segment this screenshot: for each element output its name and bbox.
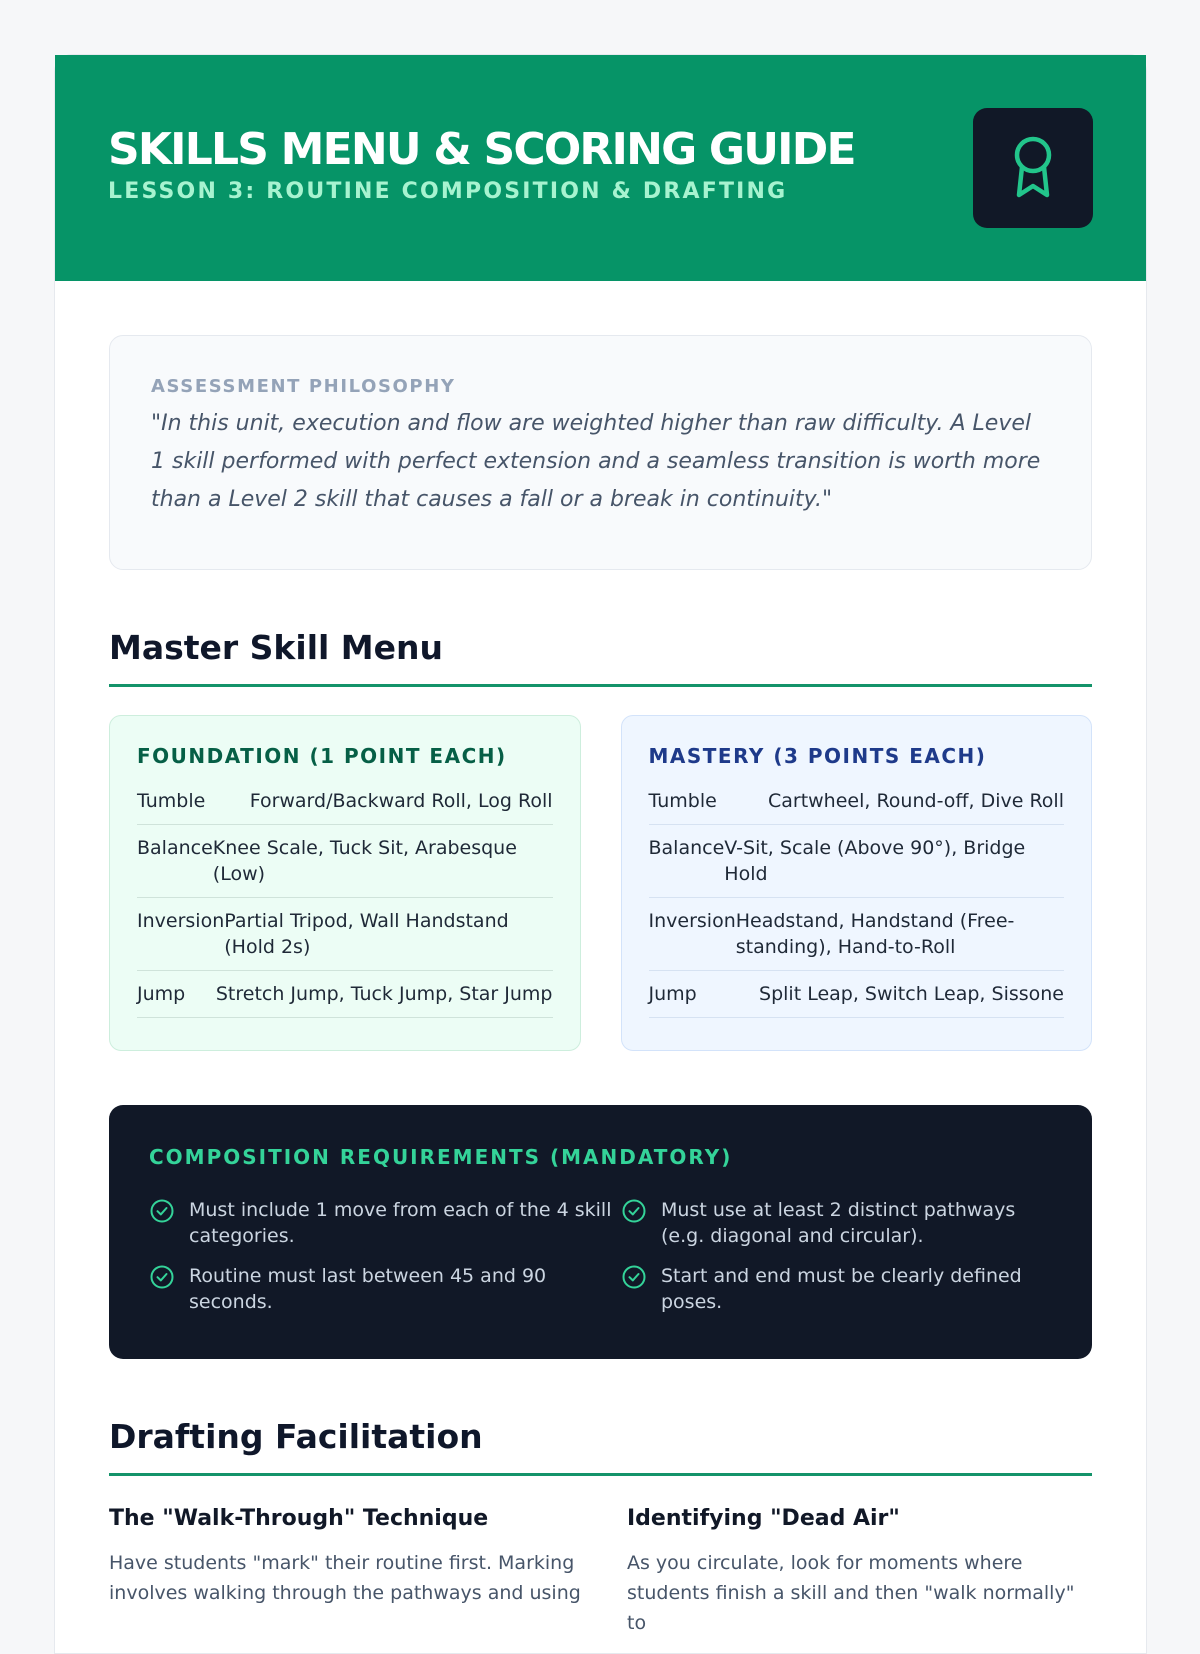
composition-title: COMPOSITION REQUIREMENTS (MANDATORY) bbox=[149, 1145, 733, 1169]
drafting-heading: The "Walk-Through" Technique bbox=[109, 1506, 489, 1531]
skill-grid bbox=[109, 715, 1092, 1051]
requirement-item bbox=[621, 1263, 1041, 1315]
drafting-column bbox=[627, 1504, 1092, 1638]
mastery-panel bbox=[621, 715, 1093, 1051]
award-badge bbox=[973, 108, 1093, 228]
requirement-item bbox=[149, 1197, 621, 1249]
skill-list: Stretch Jump, Tuck Jump, Star Jump bbox=[215, 983, 553, 1005]
skill-list: Headstand, Handstand (Free-standing), Hand-to-Roll bbox=[735, 910, 1015, 958]
philosophy-box bbox=[109, 335, 1092, 570]
skill-category: Balance bbox=[648, 837, 725, 859]
requirement-text: Routine must last between 45 and 90 seconds. bbox=[189, 1265, 547, 1313]
skill-category: Inversion bbox=[648, 910, 736, 932]
requirement-text: Must use at least 2 distinct pathways (e.g. diagonal and circular). bbox=[661, 1199, 1016, 1247]
drafting-body: As you circulate, look for moments where students finish a skill and then "walk normally" to bbox=[627, 1552, 1075, 1634]
philosophy-quote: "In this unit, execution and flow are weighted higher than raw difficulty. A Level 1 skill performed with perfect extension and a seamless transition is worth more than a Level 2 skill that causes a fall or a break in continuity." bbox=[151, 411, 1041, 512]
skill-row bbox=[649, 825, 1065, 898]
foundation-panel bbox=[109, 715, 581, 1051]
guide-card bbox=[54, 54, 1147, 1654]
check-circle-icon bbox=[149, 1264, 175, 1290]
skill-row bbox=[137, 825, 553, 898]
check-circle-icon bbox=[149, 1198, 175, 1224]
skill-list: Forward/Backward Roll, Log Roll bbox=[249, 790, 553, 812]
skill-row bbox=[649, 898, 1065, 971]
skill-category: Tumble bbox=[648, 790, 717, 812]
skill-category: Jump bbox=[648, 983, 697, 1005]
drafting-grid bbox=[109, 1504, 1092, 1638]
lesson-subtitle: LESSON 3: ROUTINE COMPOSITION & DRAFTING bbox=[108, 179, 788, 204]
requirement-text: Must include 1 move from each of the 4 skill categories. bbox=[189, 1199, 612, 1247]
composition-list bbox=[149, 1197, 1052, 1315]
skill-menu-title: Master Skill Menu bbox=[109, 628, 444, 667]
skill-category: Balance bbox=[137, 837, 213, 859]
skill-list: Cartwheel, Round-off, Dive Roll bbox=[767, 790, 1064, 812]
skill-list: Split Leap, Switch Leap, Sissone bbox=[759, 983, 1064, 1005]
foundation-title: FOUNDATION (1 POINT EACH) bbox=[137, 744, 507, 768]
skill-row bbox=[649, 971, 1065, 1018]
philosophy-label: ASSESSMENT PHILOSOPHY bbox=[151, 376, 456, 397]
requirement-text: Start and end must be clearly defined poses. bbox=[661, 1265, 1022, 1313]
guide-header bbox=[55, 55, 1146, 281]
skill-row bbox=[649, 778, 1065, 825]
skill-list: V-Sit, Scale (Above 90°), Bridge Hold bbox=[724, 837, 1026, 885]
requirement-item bbox=[621, 1197, 1041, 1249]
drafting-body: Have students "mark" their routine first. Marking involves walking through the pathways and using bbox=[109, 1552, 581, 1604]
page-title: SKILLS MENU & SCORING GUIDE bbox=[108, 124, 855, 175]
guide-content bbox=[55, 335, 1146, 1638]
skill-row bbox=[137, 778, 553, 825]
skill-row bbox=[137, 898, 553, 971]
skill-category: Inversion bbox=[137, 910, 225, 932]
drafting-column bbox=[109, 1504, 587, 1638]
drafting-title: Drafting Facilitation bbox=[109, 1417, 483, 1456]
skill-row bbox=[137, 971, 553, 1018]
skill-list: Partial Tripod, Wall Handstand (Hold 2s) bbox=[224, 910, 509, 958]
check-circle-icon bbox=[621, 1198, 647, 1224]
award-ribbon-icon bbox=[1009, 135, 1057, 201]
check-circle-icon bbox=[621, 1264, 647, 1290]
section-divider bbox=[109, 1473, 1092, 1476]
skill-list: Knee Scale, Tuck Sit, Arabesque (Low) bbox=[212, 837, 517, 885]
skill-category: Tumble bbox=[137, 790, 206, 812]
requirement-item bbox=[149, 1263, 621, 1315]
mastery-title: MASTERY (3 POINTS EACH) bbox=[648, 744, 987, 768]
composition-box bbox=[109, 1105, 1092, 1359]
section-divider bbox=[109, 684, 1092, 687]
drafting-heading: Identifying "Dead Air" bbox=[627, 1506, 900, 1531]
skill-category: Jump bbox=[137, 983, 186, 1005]
